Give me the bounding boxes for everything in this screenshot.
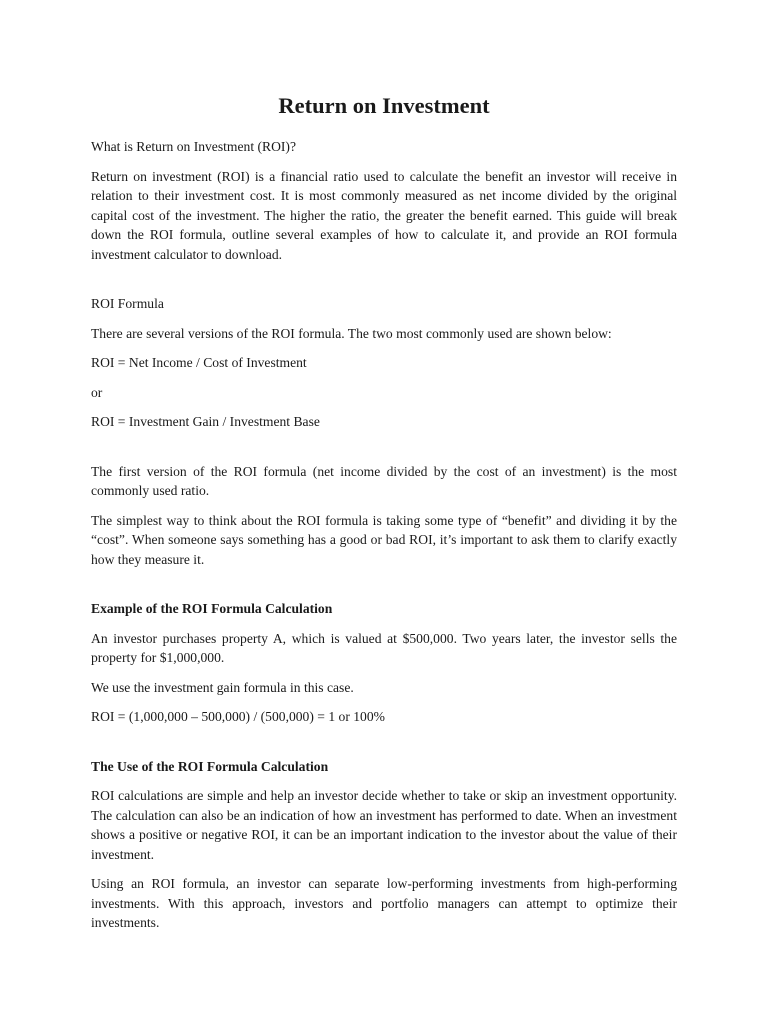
document-page bbox=[91, 92, 677, 943]
question-heading: What is Return on Investment (ROI)? bbox=[91, 139, 296, 154]
roi-formula-heading: ROI Formula bbox=[91, 296, 164, 311]
example-calculation: ROI = (1,000,000 – 500,000) / (500,000) = 1 or 100% bbox=[91, 709, 385, 724]
use-paragraph-2: Using an ROI formula, an investor can separate low-performing investments from high-performing investments. With this approach, investors and portfolio managers can attempt to optimize their investments. bbox=[91, 876, 677, 930]
spacer bbox=[91, 442, 677, 462]
formula-or: or bbox=[91, 384, 103, 400]
spacer bbox=[91, 737, 677, 757]
example-paragraph: An investor purchases property A, which is valued at $500,000. Two years later, the investor sells the property for $1,000,000. bbox=[91, 630, 677, 665]
spacer bbox=[91, 274, 677, 294]
use-paragraph-1: ROI calculations are simple and help an investor decide whether to take or skip an investment opportunity. The calculation can also be an indication of how an investment has performed to date. When an investment shows a positive or negative ROI, it can be an important indication to the investor about the value of their investment. bbox=[91, 788, 677, 862]
intro-paragraph: Return on investment (ROI) is a financial ratio used to calculate the benefit an investor will receive in relation to their investment cost. It is most commonly measured as net income divided by the original capital cost of the investment. The higher the ratio, the greater the benefit earned. This guide will break down the ROI formula, outline several examples of how to calculate it, and provide an ROI formula investment calculator to download. bbox=[91, 168, 677, 262]
example-heading: Example of the ROI Formula Calculation bbox=[91, 601, 333, 616]
first-version-paragraph: The first version of the ROI formula (net income divided by the cost of an investment) is the most commonly used ratio. bbox=[91, 463, 677, 498]
formula-versions-paragraph: There are several versions of the ROI formula. The two most commonly used are shown below: bbox=[91, 325, 612, 341]
document-title: Return on Investment bbox=[278, 93, 490, 118]
benefit-cost-paragraph: The simplest way to think about the ROI formula is taking some type of “benefit” and dividing it by the “cost”. When someone says something has a good or bad ROI, it’s important to ask them to clarify exactly how they measure it. bbox=[91, 512, 677, 567]
formula-investment-gain: ROI = Investment Gain / Investment Base bbox=[91, 414, 320, 429]
spacer bbox=[91, 579, 677, 599]
investment-gain-note: We use the investment gain formula in this case. bbox=[91, 679, 354, 695]
use-heading: The Use of the ROI Formula Calculation bbox=[91, 758, 329, 774]
formula-net-income: ROI = Net Income / Cost of Investment bbox=[91, 355, 307, 370]
